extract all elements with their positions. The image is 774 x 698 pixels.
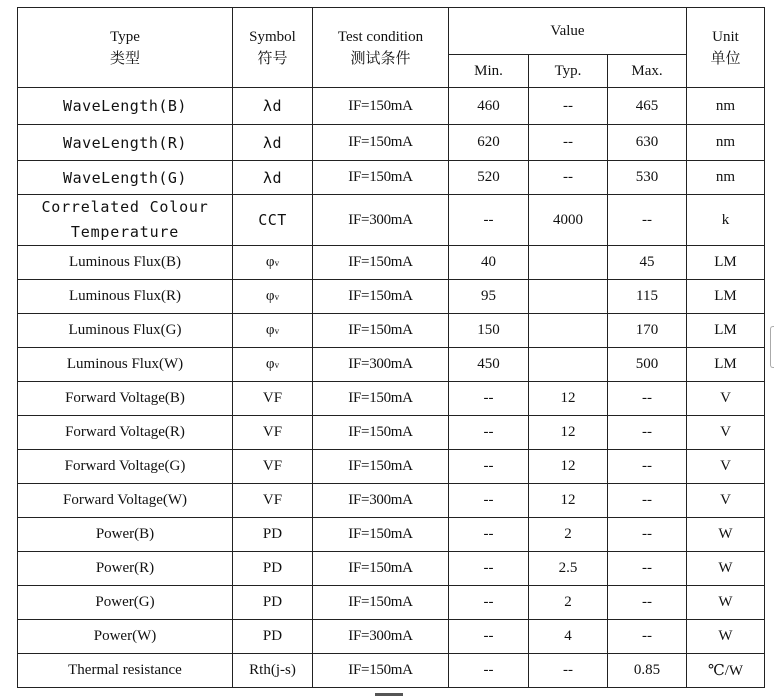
cell-typ: -- [529, 161, 608, 195]
side-scroll-handle[interactable] [770, 326, 774, 368]
header-type [18, 8, 233, 88]
table-row [18, 552, 765, 586]
header-row [18, 8, 765, 55]
cell-symbol [233, 314, 313, 348]
cell-max: -- [608, 195, 687, 246]
table-row [18, 125, 765, 161]
table-row [18, 586, 765, 620]
table-row [18, 620, 765, 654]
page-edge-mark [375, 693, 403, 696]
cell-type [18, 195, 233, 246]
header-typ: Typ. [529, 55, 608, 88]
table-row [18, 314, 765, 348]
table-row [18, 484, 765, 518]
header-test-cn: 测试条件 [350, 50, 411, 67]
phi-symbol: φ [265, 322, 275, 338]
cell-typ: 2 [529, 586, 608, 620]
cell-max: -- [608, 484, 687, 518]
cell-max: 465 [608, 88, 687, 125]
cell-symbol: Rth(j-s) [233, 654, 313, 688]
cell-typ: 2 [529, 518, 608, 552]
cell-min: 450 [449, 348, 529, 382]
cell-typ: -- [529, 88, 608, 125]
cell-symbol: PD [233, 620, 313, 654]
cell-symbol: PD [233, 518, 313, 552]
phi-subscript: v [274, 326, 280, 336]
cell-typ: 12 [529, 382, 608, 416]
cell-symbol: VF [233, 450, 313, 484]
cell-symbol: VF [233, 484, 313, 518]
cell-unit: W [687, 620, 765, 654]
cell-type: Forward Voltage(W) [18, 484, 233, 518]
cell-condition: IF=150mA [313, 552, 449, 586]
cell-min: -- [449, 195, 529, 246]
cell-condition: IF=300mA [313, 484, 449, 518]
cell-typ: 4 [529, 620, 608, 654]
cell-symbol [233, 246, 313, 280]
cell-type: Power(B) [18, 518, 233, 552]
cell-min: 520 [449, 161, 529, 195]
cell-typ [529, 246, 608, 280]
cell-min: 40 [449, 246, 529, 280]
cell-min: -- [449, 382, 529, 416]
cell-typ: -- [529, 654, 608, 688]
cell-type: Luminous Flux(W) [18, 348, 233, 382]
cell-unit: ℃/W [687, 654, 765, 688]
header-symbol [233, 8, 313, 88]
header-unit [687, 8, 765, 88]
cell-condition: IF=150mA [313, 246, 449, 280]
table-row [18, 195, 765, 246]
cell-type: Forward Voltage(B) [18, 382, 233, 416]
phi-symbol: φ [265, 288, 275, 304]
cell-max: -- [608, 450, 687, 484]
cell-max: 170 [608, 314, 687, 348]
cell-unit: W [687, 586, 765, 620]
cell-max: 530 [608, 161, 687, 195]
cell-min: -- [449, 586, 529, 620]
cell-type-line1: Correlated Colour [41, 198, 209, 216]
cell-typ [529, 280, 608, 314]
cell-unit: k [687, 195, 765, 246]
cell-symbol [233, 280, 313, 314]
cell-condition: IF=150mA [313, 88, 449, 125]
header-type-en: Type [110, 28, 140, 45]
cell-min: 460 [449, 88, 529, 125]
cell-unit: nm [687, 125, 765, 161]
header-max: Max. [608, 55, 687, 88]
cell-type: Thermal resistance [18, 654, 233, 688]
cell-type: Forward Voltage(G) [18, 450, 233, 484]
table-row [18, 416, 765, 450]
header-min: Min. [449, 55, 529, 88]
cell-condition: IF=150mA [313, 416, 449, 450]
header-type-cn: 类型 [109, 50, 140, 67]
cell-symbol: VF [233, 382, 313, 416]
cell-max: 45 [608, 246, 687, 280]
cell-condition: IF=150mA [313, 518, 449, 552]
cell-min: -- [449, 416, 529, 450]
cell-max: -- [608, 586, 687, 620]
cell-max: -- [608, 620, 687, 654]
cell-type: WaveLength(R) [18, 125, 233, 161]
cell-condition: IF=300mA [313, 195, 449, 246]
cell-min: 150 [449, 314, 529, 348]
cell-type-line2: Temperature [70, 223, 180, 241]
cell-max: 115 [608, 280, 687, 314]
header-unit-en: Unit [712, 28, 739, 45]
cell-max: 630 [608, 125, 687, 161]
table-row [18, 88, 765, 125]
cell-unit: V [687, 416, 765, 450]
phi-subscript: v [274, 258, 280, 268]
cell-unit: nm [687, 161, 765, 195]
header-value: Value [449, 8, 687, 55]
cell-max: 0.85 [608, 654, 687, 688]
cell-unit: LM [687, 280, 765, 314]
cell-unit: LM [687, 246, 765, 280]
cell-type: Power(R) [18, 552, 233, 586]
cell-min: 620 [449, 125, 529, 161]
cell-condition: IF=300mA [313, 620, 449, 654]
table-row [18, 161, 765, 195]
cell-symbol: λd [233, 125, 313, 161]
cell-symbol [233, 348, 313, 382]
cell-max: -- [608, 416, 687, 450]
table-row [18, 518, 765, 552]
cell-unit: W [687, 518, 765, 552]
cell-min: -- [449, 518, 529, 552]
cell-unit: LM [687, 314, 765, 348]
cell-type: WaveLength(G) [18, 161, 233, 195]
header-symbol-cn: 符号 [257, 50, 288, 67]
cell-typ [529, 348, 608, 382]
cell-symbol: VF [233, 416, 313, 450]
cell-type: Luminous Flux(B) [18, 246, 233, 280]
cell-min: 95 [449, 280, 529, 314]
cell-condition: IF=150mA [313, 382, 449, 416]
phi-symbol: φ [265, 356, 275, 372]
spec-table [17, 7, 765, 688]
table-row [18, 348, 765, 382]
header-unit-cn: 单位 [710, 50, 741, 67]
cell-symbol: λd [233, 88, 313, 125]
phi-symbol: φ [265, 254, 275, 270]
cell-unit: LM [687, 348, 765, 382]
table-row [18, 654, 765, 688]
cell-type: WaveLength(B) [18, 88, 233, 125]
cell-condition: IF=150mA [313, 654, 449, 688]
cell-max: -- [608, 518, 687, 552]
cell-max: -- [608, 382, 687, 416]
cell-max: -- [608, 552, 687, 586]
cell-condition: IF=150mA [313, 314, 449, 348]
cell-typ: 12 [529, 450, 608, 484]
cell-typ: -- [529, 125, 608, 161]
header-test-en: Test condition [337, 28, 424, 45]
table-row [18, 280, 765, 314]
cell-condition: IF=150mA [313, 280, 449, 314]
cell-unit: W [687, 552, 765, 586]
cell-unit: V [687, 450, 765, 484]
cell-condition: IF=150mA [313, 586, 449, 620]
cell-min: -- [449, 620, 529, 654]
cell-max: 500 [608, 348, 687, 382]
cell-type: Luminous Flux(G) [18, 314, 233, 348]
cell-min: -- [449, 552, 529, 586]
phi-subscript: v [274, 292, 280, 302]
cell-typ: 12 [529, 484, 608, 518]
cell-symbol: CCT [233, 195, 313, 246]
cell-typ: 4000 [529, 195, 608, 246]
header-symbol-en: Symbol [249, 28, 296, 45]
cell-condition: IF=300mA [313, 348, 449, 382]
table-row [18, 246, 765, 280]
cell-typ: 12 [529, 416, 608, 450]
cell-unit: V [687, 484, 765, 518]
cell-type: Luminous Flux(R) [18, 280, 233, 314]
cell-typ [529, 314, 608, 348]
cell-type: Power(W) [18, 620, 233, 654]
cell-typ: 2.5 [529, 552, 608, 586]
cell-min: -- [449, 484, 529, 518]
cell-condition: IF=150mA [313, 161, 449, 195]
cell-type: Forward Voltage(R) [18, 416, 233, 450]
phi-subscript: v [274, 360, 280, 370]
cell-min: -- [449, 450, 529, 484]
header-test-condition [313, 8, 449, 88]
cell-condition: IF=150mA [313, 125, 449, 161]
cell-unit: nm [687, 88, 765, 125]
cell-unit: V [687, 382, 765, 416]
cell-symbol: PD [233, 552, 313, 586]
cell-type: Power(G) [18, 586, 233, 620]
table-row [18, 382, 765, 416]
cell-symbol: λd [233, 161, 313, 195]
cell-symbol: PD [233, 586, 313, 620]
table-row [18, 450, 765, 484]
cell-min: -- [449, 654, 529, 688]
cell-condition: IF=150mA [313, 450, 449, 484]
